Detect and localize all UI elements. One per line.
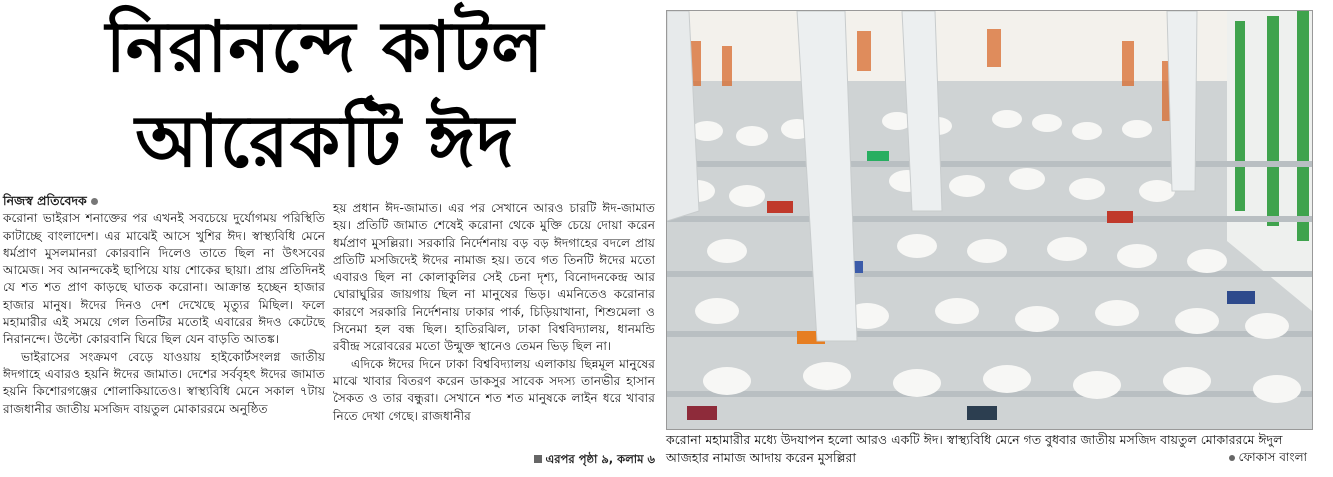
continued-text: এরপর পৃষ্ঠা ৯, কলাম ৬ xyxy=(545,451,655,466)
article-column-2 xyxy=(333,200,655,468)
column-1-paragraph-2: ভাইরাসের সংক্রমণ বেড়ে যাওয়ায় হাইকোর্টসংলগ্ন জাতীয় ঈদগাহে এবারও হয়নি ঈদের জামাত। দেশের সর্ববৃহৎ ঈদের জামাত হয়নি কিশোরগঞ্জের শোলাকিয়াতেও। স্বাস্থ্যবিধি মেনে সকাল ৭টায় রাজধানীর জাতীয় মসজিদ বায়তুল মোকাররমে অনুষ্ঠিত xyxy=(3,349,325,416)
headline xyxy=(0,0,650,195)
credit-dot-icon xyxy=(1229,455,1235,461)
byline-dot-icon xyxy=(91,198,98,205)
continued-reference xyxy=(534,451,656,468)
photo-caption xyxy=(666,431,1311,466)
headline-line-2: আরেকটি ঈদ xyxy=(135,99,515,183)
column-2-paragraph-2: এদিকে ঈদের দিনে ঢাকা বিশ্ববিদ্যালয় এলাকায় ছিন্নমূল মানুষের মাঝে খাবার বিতরণ করেন ডাকসুর সাবেক সদস্য তানভীর হাসান সৈকত ও তার বন্ধুরা। সেখানে শত শত মানুষকে লাইন ধরে খাবার নিতে দেখা গেছে। রাজধানীর xyxy=(333,356,655,423)
photo-credit-text: ফোকাস বাংলা xyxy=(1238,450,1307,464)
caption-text: করোনা মহামারীর মধ্যে উদযাপন হলো আরও একটি ঈদ। স্বাস্থ্যবিধি মেনে গত বুধবার জাতীয় মসজিদ বায়তুল মোকাররমে ঈদুল আজহার নামাজ আদায় করেন মুসল্লিরা xyxy=(666,432,1283,465)
column-1-paragraph-1: করোনা ভাইরাস শনাক্তের পর এখনই সবচেয়ে দুর্যোগময় পরিস্থিতি কাটাচ্ছে বাংলাদেশ। এর মাঝেই আসে খুশির ঈদ। স্বাস্থ্যবিধি মেনে ধর্মপ্রাণ মুসলমানরা কোরবানি দিলেও তাতে ছিল না উৎসবের আমেজ। সব আনন্দকেই ছাপিয়ে যায় শোকের ছায়া। প্রায় প্রতিদিনই যে শত শত প্রাণ কাড়ছে ঘাতক করোনা। আক্রান্ত হচ্ছেন হাজার হাজার মানুষ। ঈদের দিনও দেশ দেখেছে মৃত্যুর মিছিল। ফলে মহামারীর এই সময়ে গেল তিনটির মতোই এবারের ঈদও কেটেছে নিরানন্দে। উল্টো কোরবানি ঘিরে ছিল যেন বাড়তি আতঙ্ক। xyxy=(3,211,325,347)
byline: নিজস্ব প্রতিবেদক xyxy=(3,193,87,208)
photo-credit xyxy=(1229,449,1307,467)
square-bullet-icon xyxy=(534,455,542,463)
headline-line-1: নিরানন্দে কাটল xyxy=(105,6,545,88)
mosque-prayer-photo xyxy=(666,10,1313,430)
column-2-paragraph-1: হয় প্রধান ঈদ-জামাত। এর পর সেখানে আরও চারটি ঈদ-জামাত হয়। প্রতিটি জামাত শেষেই করোনা থেকে মুক্তি চেয়ে দোয়া করেন ধর্মপ্রাণ মুসল্লিরা। সরকারি নির্দেশনায় বড় বড় ঈদগাহের বদলে প্রায় প্রতিটি মসজিদেই ঈদের নামাজ হয়। তবে গত তিনটি ঈদের মতো এবারও ছিল না কোলাকুলির সেই চেনা দৃশ্য, বিনোদনকেন্দ্র আর ঘোরাঘুরির জায়গায় ছিল না মানুষের ভিড়। এমনিতেও করোনার কারণে সরকারি নির্দেশনায় ঢাকার পার্ক, চিড়িয়াখানা, শিশুমেলা ও সিনেমা হল বন্ধ ছিল। হাতিরঝিল, ঢাকা বিশ্ববিদ্যালয়, ধানমন্ডি রবীন্দ্র সরোবরের মতো উন্মুক্ত স্থানেও তেমন ভিড় ছিল না। xyxy=(333,201,655,354)
article-column-1 xyxy=(3,192,325,418)
photo-illustration xyxy=(667,11,1312,429)
